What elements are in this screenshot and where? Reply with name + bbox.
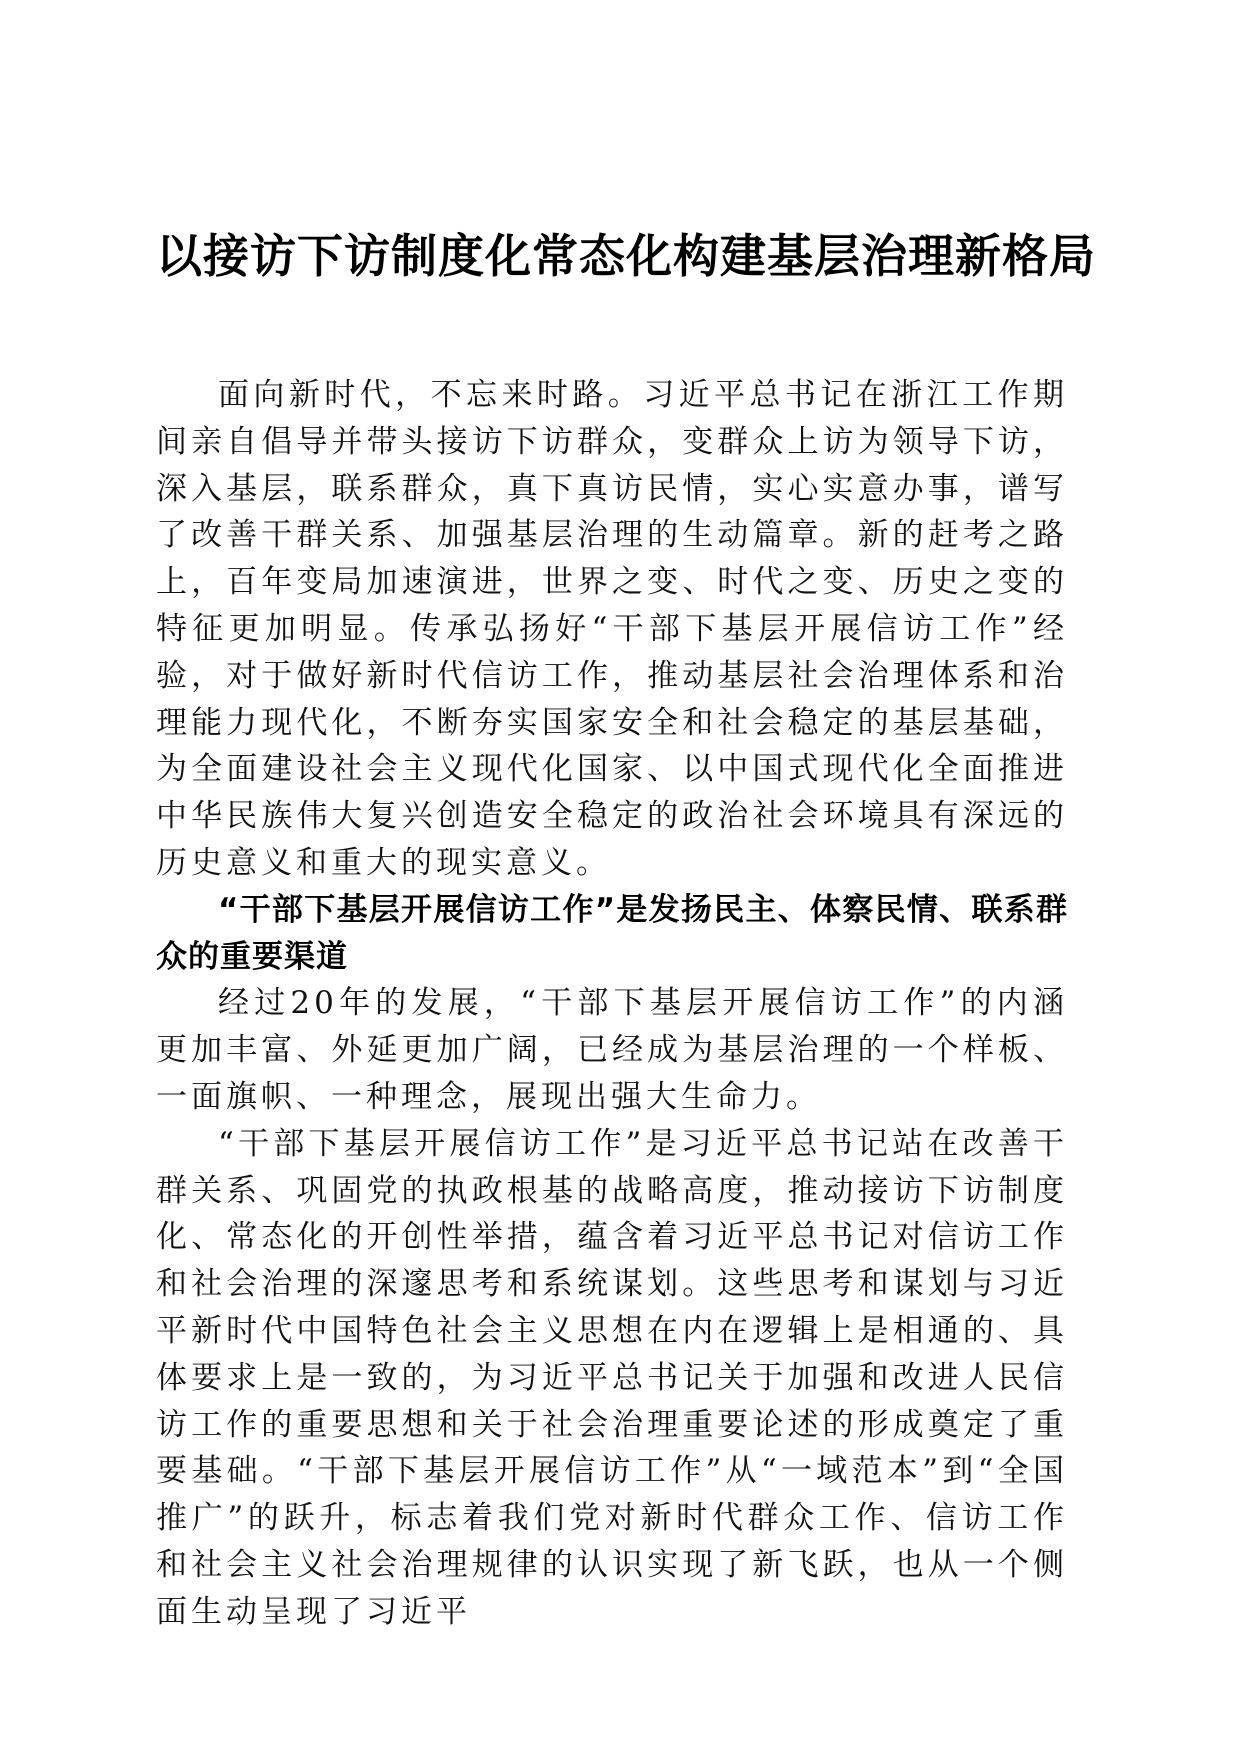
- paragraph-significance: “干部下基层开展信访工作”是习近平总书记站在改善干群关系、巩固党的执政根基的战略高度，推动接访下访制度化、常态化的开创性举措，蕴含着习近平总书记对信访工作和社会治理的深邃思考和系统谋划。这些思考和谋划与习近平新时代中国特色社会主义思想在内在逻辑上是相通的、具体要求上是一致的，为习近平总书记关于加强和改进人民信访工作的重要思想和关于社会治理重要论述的形成奠定了重要基础。“干部下基层开展信访工作”从“一域范本”到“全国推广”的跃升，标志着我们党对新时代群众工作、信访工作和社会主义社会治理规律的认识实现了新飞跃，也从一个侧面生动呈现了习近平: [156, 1125, 1068, 1630]
- paragraph-intro: 面向新时代，不忘来时路。习近平总书记在浙江工作期间亲自倡导并带头接访下访群众，变群众上访为领导下访，深入基层，联系群众，真下真访民情，实心实意办事，谱写了改善干群关系、加强基层治理的生动篇章。新的赶考之路上，百年变局加速演进，世界之变、时代之变、历史之变的特征更加明显。传承弘扬好“干部下基层开展信访工作”经验，对于做好新时代信访工作，推动基层社会治理体系和治理能力现代化，不断夯实国家安全和社会稳定的基层基础，为全面建设社会主义现代化国家、以中国式现代化全面推进中华民族伟大复兴创造安全稳定的政治社会环境具有深远的历史意义和重大的现实意义。: [156, 377, 1068, 881]
- paragraph-development: 经过20年的发展，“干部下基层开展信访工作”的内涵更加丰富、外延更加广阔，已经成为基层治理的一个样板、一面旗帜、一种理念，展现出强大生命力。: [156, 985, 1068, 1115]
- section-heading: “干部下基层开展信访工作”是发扬民主、体察民情、联系群众的重要渠道: [156, 891, 1068, 975]
- document-body: [156, 372, 1068, 1636]
- document-title: 以接访下访制度化常态化构建基层治理新格局: [156, 229, 1096, 283]
